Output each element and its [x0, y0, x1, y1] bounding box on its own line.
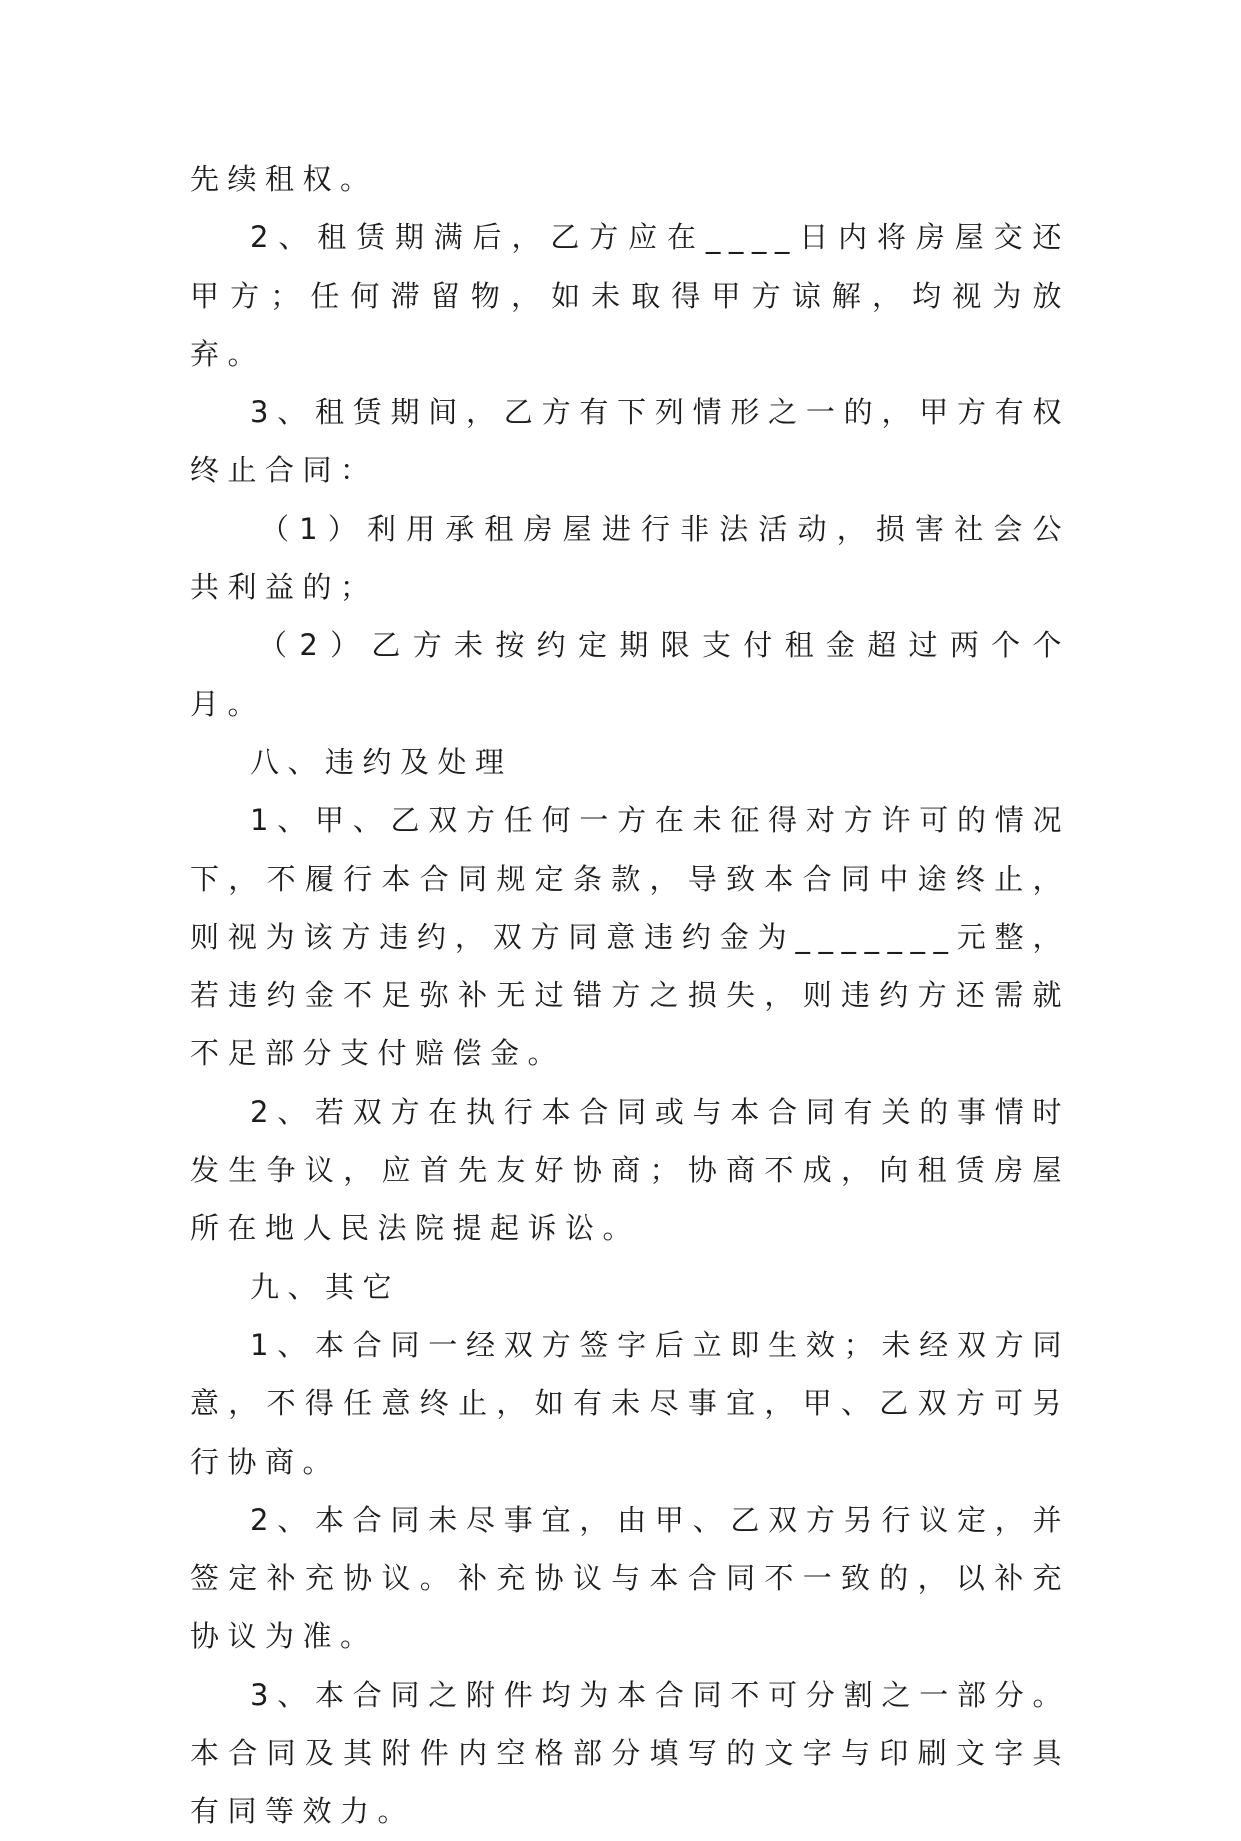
paragraph-continuation: 先续租权。	[190, 162, 378, 196]
clause-9-2: 2、本合同未尽事宜，由甲、乙双方另行议定，并签定补充协议。补充协议与本合同不一致的，以补充协议为准。	[190, 1502, 1070, 1654]
section-heading-9: 九、其它	[250, 1269, 401, 1304]
clause-7-3-item-2: （2）乙方未按约定期限支付租金超过两个个月。	[190, 628, 1070, 721]
document-body	[190, 150, 1070, 1841]
clause-7-3-item-1: （1）利用承租房屋进行非法活动，损害社会公共利益的；	[190, 511, 1070, 605]
section-heading-8: 八、违约及处理	[250, 744, 513, 779]
clause-7-2: 2、租赁期满后，乙方应在____日内将房屋交还甲方；任何滞留物，如未取得甲方谅解，均视为放弃。	[190, 220, 1070, 371]
clause-9-3: 3、本合同之附件均为本合同不可分割之一部分。本合同及其附件内空格部分填写的文字与印刷文字具有同等效力。	[190, 1677, 1070, 1829]
clause-7-3: 3、租赁期间，乙方有下列情形之一的，甲方有权终止合同：	[190, 395, 1070, 488]
clause-9-1: 1、本合同一经双方签字后立即生效；未经双方同意，不得任意终止，如有未尽事宜，甲、乙双方可另行协商。	[190, 1327, 1070, 1479]
clause-8-2: 2、若双方在执行本合同或与本合同有关的事情时发生争议，应首先友好协商；协商不成，向租赁房屋所在地人民法院提起诉讼。	[190, 1094, 1070, 1246]
clause-8-1: 1、甲、乙双方任何一方在未征得对方许可的情况下，不履行本合同规定条款，导致本合同中途终止，则视为该方违约，双方同意违约金为_______元整，若违约金不足弥补无过错方之损失，则违约方还需就不足部分支付赔偿金。	[190, 803, 1070, 1071]
